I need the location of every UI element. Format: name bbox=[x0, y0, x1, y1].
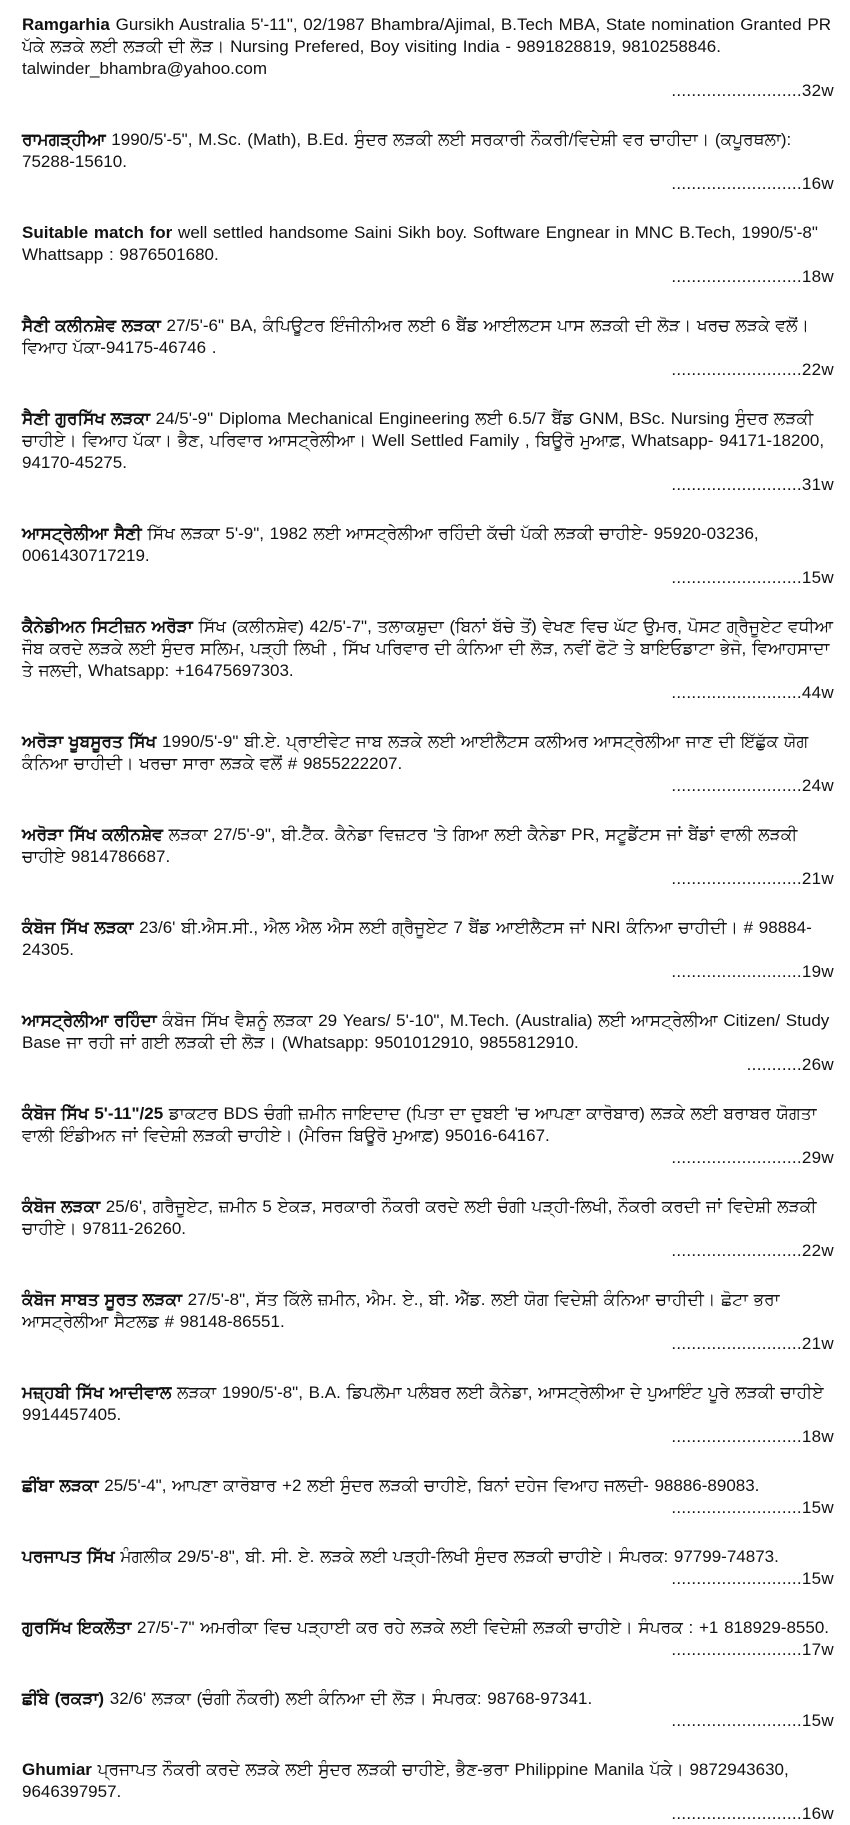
classified-ad bbox=[22, 1546, 834, 1590]
ad-heading: ਸੈਣੀ ਗੁਰਸਿੱਖ ਲੜਕਾ bbox=[22, 409, 150, 428]
classified-ad bbox=[22, 315, 834, 381]
ad-word-count: ..........................32w bbox=[671, 81, 834, 100]
ad-word-count: ..........................44w bbox=[671, 683, 834, 702]
classified-ad bbox=[22, 1382, 834, 1448]
ad-heading: Suitable match for bbox=[22, 223, 173, 242]
classified-ad bbox=[22, 222, 834, 288]
ad-heading: ਮਜ਼੍ਹਬੀ ਸਿੱਖ ਆਦੀਵਾਲ bbox=[22, 1383, 172, 1402]
ad-word-count: ..........................16w bbox=[671, 1804, 834, 1823]
classified-ad bbox=[22, 731, 834, 797]
ad-heading: ਛੀਂਬਾ ਲੜਕਾ bbox=[22, 1476, 99, 1495]
ad-word-count: ..........................17w bbox=[671, 1640, 834, 1659]
ad-text: 27/5'-7" ਅਮਰੀਕਾ ਵਿਚ ਪੜ੍ਹਾਈ ਕਰ ਰਹੇ ਲੜਕੇ ਲਈ ਵਿਦੇਸ਼ੀ ਲੜਕੀ ਚਾਹੀਏ। ਸੰਪਰਕ : +1 818929-8550. bbox=[131, 1618, 830, 1637]
ad-word-count: ..........................18w bbox=[671, 267, 834, 286]
ad-text: ਪ੍ਰਜਾਪਤ ਨੌਕਰੀ ਕਰਦੇ ਲੜਕੇ ਲਈ ਸੁੰਦਰ ਲੜਕੀ ਚਾਹੀਏ, ਭੈਣ-ਭਰਾ Philippine Manila ਪੱਕੇ। 9872943630, 9646397957. bbox=[22, 1760, 789, 1801]
classified-ad bbox=[22, 1103, 834, 1169]
ad-heading: ਛੀਂਬੇ (ਰਕੜਾ) bbox=[22, 1689, 105, 1708]
classified-ad bbox=[22, 523, 834, 589]
ad-text: well settled handsome Saini Sikh boy. Software Engnear in MNC B.Tech, 1990/5'-8" Whattsapp : 9876501680. bbox=[22, 223, 818, 264]
ad-heading: ਕੰਬੋਜ ਲੜਕਾ bbox=[22, 1197, 101, 1216]
ad-text: Gursikh Australia 5'-11", 02/1987 Bhambra/Ajimal, B.Tech MBA, State nomination Granted PR ਪੱਕੇ ਲੜਕੇ ਲਈ ਲੜਕੀ ਦੀ ਲੋੜ। Nursing Prefered, Boy visiting India - 9891828819, 9810258846. talwinder_bhambra@yahoo.com bbox=[22, 15, 831, 78]
ad-word-count: ...........26w bbox=[746, 1055, 834, 1074]
ad-text: 24/5'-9" Diploma Mechanical Engineering ਲਈ 6.5/7 ਬੈਂਡ GNM, BSc. Nursing ਸੁੰਦਰ ਲੜਕੀ ਚਾਹੀਏ। ਵਿਆਹ ਪੱਕਾ। ਭੈਣ, ਪਰਿਵਾਰ ਆਸਟ੍ਰੇਲੀਆ। Well Settled Family , ਬਿਊਰੋ ਮੁਆਫ਼, Whatsapp- 94171-18200, 94170-45275. bbox=[22, 409, 825, 472]
ad-word-count: ..........................19w bbox=[671, 962, 834, 981]
classified-ad bbox=[22, 1010, 834, 1076]
ad-heading: ਰਾਮਗੜ੍ਹੀਆ bbox=[22, 130, 106, 149]
ad-text: ਲੜਕਾ 1990/5'-8", B.A. ਡਿਪਲੋਮਾ ਪਲੰਬਰ ਲਈ ਕੈਨੇਡਾ, ਆਸਟ੍ਰੇਲੀਆ ਦੇ ਪੁਆਇੰਟ ਪੂਰੇ ਲੜਕੀ ਚਾਹੀਏ 9914457405. bbox=[22, 1383, 824, 1424]
ad-heading: ਆਸਟ੍ਰੇਲੀਆ ਰਹਿੰਦਾ bbox=[22, 1011, 157, 1030]
ad-text: 27/5'-8", ਸੱਤ ਕਿੱਲੇ ਜ਼ਮੀਨ, ਐਮ. ਏ., ਬੀ. ਐੱਡ. ਲਈ ਯੋਗ ਵਿਦੇਸ਼ੀ ਕੰਨਿਆ ਚਾਹੀਦੀ। ਛੋਟਾ ਭਰਾ ਆਸਟ੍ਰੇਲੀਆ ਸੈਟਲਡ # 98148-86551. bbox=[22, 1290, 780, 1331]
ad-heading: ਆਸਟ੍ਰੇਲੀਆ ਸੈਣੀ bbox=[22, 524, 142, 543]
ad-text: 27/5'-6" BA, ਕੰਪਿਊਟਰ ਇੰਜੀਨੀਅਰ ਲਈ 6 ਬੈਂਡ ਆਈਲਟਸ ਪਾਸ ਲੜਕੀ ਦੀ ਲੋੜ। ਖਰਚ ਲੜਕੇ ਵਲੋਂ। ਵਿਆਹ ਪੱਕਾ-94175-46746 . bbox=[22, 316, 809, 357]
ad-heading: ਪਰਜਾਪਤ ਸਿੱਖ bbox=[22, 1547, 115, 1566]
ad-word-count: ..........................15w bbox=[671, 1498, 834, 1517]
ad-text: ਕੰਬੋਜ ਸਿੱਖ ਵੈਸ਼ਨੂੰ ਲੜਕਾ 29 Years/ 5'-10", M.Tech. (Australia) ਲਈ ਆਸਟ੍ਰੇਲੀਆ Citizen/ Study Base ਜਾ ਰਹੀ ਜਾਂ ਗਈ ਲੜਕੀ ਦੀ ਲੋੜ। (Whatsapp: 9501012910, 9855812910. bbox=[22, 1011, 830, 1052]
classified-ad bbox=[22, 1688, 834, 1732]
classified-ad bbox=[22, 1617, 834, 1661]
classified-ad bbox=[22, 1289, 834, 1355]
classified-ad bbox=[22, 14, 834, 102]
ad-word-count: ..........................18w bbox=[671, 1427, 834, 1446]
ad-heading: ਗੁਰਸਿੱਖ ਇਕਲੌਤਾ bbox=[22, 1618, 132, 1637]
ad-word-count: ..........................16w bbox=[671, 174, 834, 193]
ad-text: 25/6', ਗਰੈਜੂਏਟ, ਜ਼ਮੀਨ 5 ਏਕੜ, ਸਰਕਾਰੀ ਨੌਕਰੀ ਕਰਦੇ ਲਈ ਚੰਗੀ ਪੜ੍ਹੀ-ਲਿਖੀ, ਨੌਕਰੀ ਕਰਦੀ ਜਾਂ ਵਿਦੇਸ਼ੀ ਲੜਕੀ ਚਾਹੀਏ। 97811-26260. bbox=[22, 1197, 817, 1238]
ad-text: 23/6' ਬੀ.ਐਸ.ਸੀ., ਐਲ ਐਲ ਐਸ ਲਈ ਗ੍ਰੈਜੂਏਟ 7 ਬੈਂਡ ਆਈਲੈਟਸ ਜਾਂ NRI ਕੰਨਿਆ ਚਾਹੀਦੀ। # 98884-24305. bbox=[22, 918, 812, 959]
classified-ad bbox=[22, 616, 834, 704]
ad-text: ਲੜਕਾ 27/5'-9", ਬੀ.ਟੈੱਕ. ਕੈਨੇਡਾ ਵਿਜ਼ਟਰ 'ਤੇ ਗਿਆ ਲਈ ਕੈਨੇਡਾ PR, ਸਟੂਡੈਂਟਸ ਜਾਂ ਬੈਂਡਾਂ ਵਾਲੀ ਲੜਕੀ ਚਾਹੀਏ 9814786687. bbox=[22, 825, 798, 866]
ad-text: 1990/5'-5", M.Sc. (Math), B.Ed. ਸੁੰਦਰ ਲੜਕੀ ਲਈ ਸਰਕਾਰੀ ਨੌਕਰੀ/ਵਿਦੇਸ਼ੀ ਵਰ ਚਾਹੀਦਾ। (ਕਪੂਰਥਲਾ): 75288-15610. bbox=[22, 130, 792, 171]
ad-word-count: ..........................22w bbox=[671, 360, 834, 379]
ad-word-count: ..........................15w bbox=[671, 1569, 834, 1588]
ad-heading: ਕੈਨੇਡੀਅਨ ਸਿਟੀਜ਼ਨ ਅਰੋੜਾ bbox=[22, 617, 193, 636]
classified-ad bbox=[22, 408, 834, 496]
ad-text: ਮੰਗਲੀਕ 29/5'-8", ਬੀ. ਸੀ. ਏ. ਲੜਕੇ ਲਈ ਪੜ੍ਹੀ-ਲਿਖੀ ਸੁੰਦਰ ਲੜਕੀ ਚਾਹੀਏ। ਸੰਪਰਕ: 97799-74873. bbox=[114, 1547, 779, 1566]
ad-text: ਸਿੱਖ (ਕਲੀਨਸ਼ੇਵ) 42/5'-7", ਤਲਾਕਸ਼ੁਦਾ (ਬਿਨਾਂ ਬੱਚੇ ਤੋਂ) ਵੇਖਣ ਵਿਚ ਘੱਟ ਉਮਰ, ਪੋਸਟ ਗ੍ਰੈਜੂਏਟ ਵਧੀਆ ਜੌਬ ਕਰਦੇ ਲੜਕੇ ਲਈ ਸੁੰਦਰ ਸਲਿਮ, ਪੜ੍ਹੀ ਲਿਖੀ , ਸਿੱਖ ਪਰਿਵਾਰ ਦੀ ਕੰਨਿਆ ਦੀ ਲੋੜ, ਨਵੀਂ ਫੋਟੋ ਤੇ ਬਾਇਓਡਾਟਾ ਭੇਜੋ, ਵਿਆਹਸਾਦਾ ਤੇ ਜਲਦੀ, Whatsapp: +16475697303. bbox=[22, 617, 833, 680]
ad-text: 32/6' ਲੜਕਾ (ਚੰਗੀ ਨੌਕਰੀ) ਲਈ ਕੰਨਿਆ ਦੀ ਲੋੜ। ਸੰਪਰਕ: 98768-97341. bbox=[104, 1689, 593, 1708]
ad-heading: ਕੰਬੋਜ ਸਿੱਖ ਲੜਕਾ bbox=[22, 918, 134, 937]
classified-ad bbox=[22, 1759, 834, 1825]
classified-ad bbox=[22, 1196, 834, 1262]
ad-text: 1990/5'-9" ਬੀ.ਏ. ਪ੍ਰਾਈਵੇਟ ਜਾਬ ਲੜਕੇ ਲਈ ਆਈਲੈਟਸ ਕਲੀਅਰ ਆਸਟ੍ਰੇਲੀਆ ਜਾਣ ਦੀ ਇੱਛੁੱਕ ਯੋਗ ਕੰਨਿਆ ਚਾਹੀਦੀ। ਖਰਚਾ ਸਾਰਾ ਲੜਕੇ ਵਲੋਂ # 9855222207. bbox=[22, 732, 809, 773]
ad-text: 25/5'-4", ਆਪਣਾ ਕਾਰੋਬਾਰ +2 ਲਈ ਸੁੰਦਰ ਲੜਕੀ ਚਾਹੀਏ, ਬਿਨਾਂ ਦਹੇਜ ਵਿਆਹ ਜਲਦੀ- 98886-89083. bbox=[98, 1476, 760, 1495]
ad-word-count: ..........................22w bbox=[671, 1241, 834, 1260]
ad-word-count: ..........................31w bbox=[671, 475, 834, 494]
ad-heading: ਅਰੋੜਾ ਖੂਬਸੂਰਤ ਸਿੱਖ bbox=[22, 732, 157, 751]
ad-word-count: ..........................15w bbox=[671, 1711, 834, 1730]
classified-ad bbox=[22, 1475, 834, 1519]
ad-heading: ਕੰਬੋਜ ਸਾਬਤ ਸੂਰਤ ਲੜਕਾ bbox=[22, 1290, 182, 1309]
ad-word-count: ..........................15w bbox=[671, 568, 834, 587]
classified-ad bbox=[22, 824, 834, 890]
ad-heading: ਸੈਣੀ ਕਲੀਨਸ਼ੇਵ ਲੜਕਾ bbox=[22, 316, 161, 335]
ad-heading: Ghumiar bbox=[22, 1760, 92, 1779]
ad-word-count: ..........................24w bbox=[671, 776, 834, 795]
ad-word-count: ..........................29w bbox=[671, 1148, 834, 1167]
ad-heading: ਅਰੋੜਾ ਸਿੱਖ ਕਲੀਨਸ਼ੇਵ bbox=[22, 825, 163, 844]
ad-heading: ਕੰਬੋਜ ਸਿੱਖ 5'-11"/25 bbox=[22, 1104, 164, 1123]
ad-word-count: ..........................21w bbox=[671, 1334, 834, 1353]
ad-text: ਡਾਕਟਰ BDS ਚੰਗੀ ਜ਼ਮੀਨ ਜਾਇਦਾਦ (ਪਿਤਾ ਦਾ ਦੁਬਈ 'ਚ ਆਪਣਾ ਕਾਰੋਬਾਰ) ਲੜਕੇ ਲਈ ਬਰਾਬਰ ਯੋਗਤਾ ਵਾਲੀ ਇੰਡੀਅਨ ਜਾਂ ਵਿਦੇਸ਼ੀ ਲੜਕੀ ਚਾਹੀਏ। (ਮੈਰਿਜ ਬਿਊਰੋ ਮੁਆਫ਼) 95016-64167. bbox=[22, 1104, 817, 1145]
classified-ad bbox=[22, 129, 834, 195]
ad-heading: Ramgarhia bbox=[22, 15, 110, 34]
classified-ad bbox=[22, 917, 834, 983]
ad-word-count: ..........................21w bbox=[671, 869, 834, 888]
ad-text: ਸਿੱਖ ਲੜਕਾ 5'-9", 1982 ਲਈ ਆਸਟ੍ਰੇਲੀਆ ਰਹਿੰਦੀ ਕੱਚੀ ਪੱਕੀ ਲੜਕੀ ਚਾਹੀਏ- 95920-03236, 0061430717219. bbox=[22, 524, 759, 565]
